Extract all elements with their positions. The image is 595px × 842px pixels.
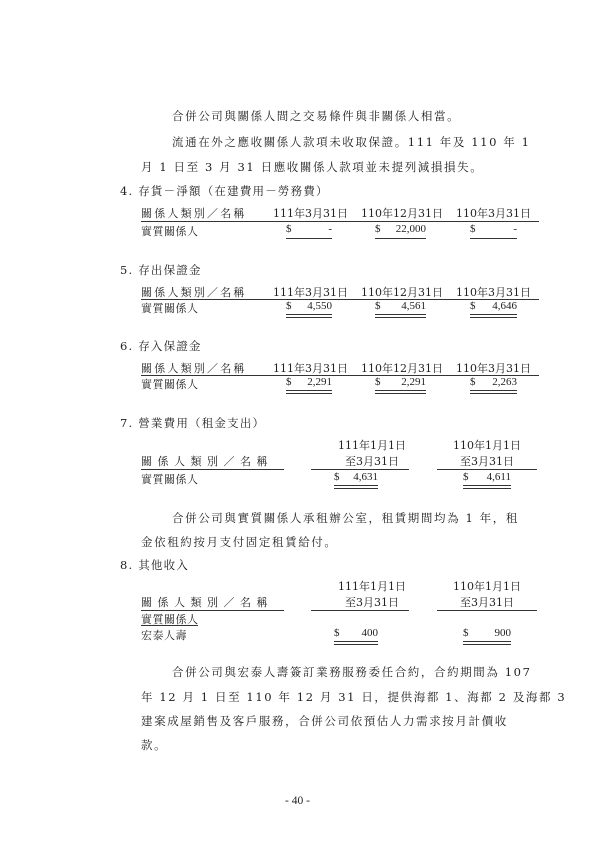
- opex-period-1-rule: [311, 469, 409, 470]
- inventory-value-2: [375, 223, 426, 237]
- deposits-out-value-3: [470, 300, 517, 314]
- deposits-out-date-2: 110年12月31日: [361, 286, 443, 299]
- deposits-in-date-1: 111年3月31日: [273, 362, 348, 375]
- other-income-amount: 900: [494, 627, 511, 639]
- other-income-period-2-end: 至3月31日: [460, 596, 514, 609]
- inventory-row-label: 實質關係人: [141, 225, 199, 238]
- inventory-amount: -: [328, 223, 332, 235]
- currency-sign: $: [334, 471, 340, 483]
- opex-heading: 7. 營業費用（租金支出）: [120, 416, 266, 430]
- deposits-out-value-3-rule: [470, 314, 517, 318]
- opex-period-2-rule: [437, 469, 537, 470]
- opex-amount: 4,611: [486, 471, 511, 483]
- currency-sign: $: [286, 223, 292, 235]
- other-income-period-1-rule: [311, 610, 409, 611]
- other-income-note-line-4: 款。: [141, 738, 168, 752]
- other-income-note-line-2: 年 12 月 1 日至 110 年 12 月 31 日，提供海都 1、海都 2 及海都 3: [141, 690, 567, 704]
- other-income-period-2-rule: [437, 610, 537, 611]
- currency-sign: $: [334, 627, 340, 639]
- opex-period-1-end: 至3月31日: [345, 455, 399, 468]
- inventory-heading: 4. 存貨－淨額（在建費用－勞務費）: [120, 184, 329, 198]
- inventory-header-rule: [141, 221, 539, 222]
- currency-sign: $: [470, 300, 476, 312]
- deposits-out-col-label: 關係人類別／名稱: [141, 286, 247, 299]
- deposits-in-date-2: 110年12月31日: [361, 362, 443, 375]
- currency-sign: $: [470, 376, 476, 388]
- deposits-in-value-3-rule: [470, 390, 517, 394]
- opex-value-2-rule: [463, 485, 511, 489]
- inventory-date-3: 110年3月31日: [456, 207, 531, 220]
- deposits-in-date-3: 110年3月31日: [456, 362, 531, 375]
- other-income-group-underline: [141, 625, 198, 626]
- opex-col-label: 關係人類別／名稱: [141, 455, 273, 468]
- other-income-col-label: 關係人類別／名稱: [141, 596, 273, 609]
- deposits-out-value-1: [286, 300, 332, 314]
- inventory-date-2: 110年12月31日: [361, 207, 443, 220]
- currency-sign: $: [463, 471, 469, 483]
- intro-line-2: 流通在外之應收關係人款項未收取保證。111 年及 110 年 1: [172, 135, 531, 149]
- currency-sign: $: [375, 300, 381, 312]
- deposits-in-col-label: 關係人類別／名稱: [141, 362, 247, 375]
- opex-value-1: [334, 471, 378, 485]
- opex-period-2-start: 110年1月1日: [453, 439, 521, 452]
- deposits-out-value-1-rule: [286, 314, 332, 318]
- currency-sign: $: [470, 223, 476, 235]
- inventory-value-1-rule: [286, 238, 332, 239]
- deposits-in-value-3: [470, 376, 517, 390]
- deposits-in-amount: 2,291: [307, 376, 332, 388]
- deposits-in-value-1: [286, 376, 332, 390]
- page-number: - 40 -: [285, 795, 310, 807]
- currency-sign: $: [286, 300, 292, 312]
- opex-amount: 4,631: [353, 471, 378, 483]
- deposits-out-amount: 4,646: [492, 300, 517, 312]
- deposits-in-row-label: 實質關係人: [141, 378, 199, 391]
- inventory-value-3: [470, 223, 517, 237]
- other-income-value-1-rule: [334, 641, 378, 645]
- deposits-in-value-2-rule: [375, 390, 426, 394]
- other-income-period-1-end: 至3月31日: [345, 596, 399, 609]
- currency-sign: $: [286, 376, 292, 388]
- deposits-out-value-2-rule: [375, 314, 426, 318]
- opex-period-2-end: 至3月31日: [460, 455, 514, 468]
- deposits-out-row-label: 實質關係人: [141, 302, 199, 315]
- opex-row-label: 實質關係人: [141, 473, 199, 486]
- deposits-in-value-1-rule: [286, 390, 332, 394]
- other-income-row-label: 宏泰人壽: [141, 629, 187, 642]
- opex-period-1-start: 111年1月1日: [338, 439, 406, 452]
- deposits-out-amount: 4,550: [307, 300, 332, 312]
- other-income-value-1: [334, 627, 378, 641]
- currency-sign: $: [463, 627, 469, 639]
- other-income-group-label: 實質關係人: [141, 613, 199, 626]
- deposits-in-amount: 2,263: [492, 376, 517, 388]
- other-income-value-2: [463, 627, 511, 641]
- deposits-in-value-2: [375, 376, 426, 390]
- opex-label-rule: [141, 469, 284, 470]
- deposits-out-date-1: 111年3月31日: [273, 286, 348, 299]
- inventory-amount: -: [513, 223, 517, 235]
- deposits-out-amount: 4,561: [401, 300, 426, 312]
- opex-value-2: [463, 471, 511, 485]
- deposits-out-value-2: [375, 300, 426, 314]
- inventory-value-1: [286, 223, 332, 237]
- currency-sign: $: [375, 376, 381, 388]
- intro-line-1: 合併公司與關係人間之交易條件與非關係人相當。: [172, 109, 461, 123]
- other-income-amount: 400: [361, 627, 378, 639]
- other-income-heading: 8. 其他收入: [120, 558, 190, 572]
- currency-sign: $: [375, 223, 381, 235]
- intro-line-3: 月 1 日至 3 月 31 日應收關係人款項並未提列減損損失。: [141, 160, 484, 174]
- other-income-value-2-rule: [463, 641, 511, 645]
- inventory-value-2-rule: [375, 238, 426, 239]
- opex-value-1-rule: [334, 485, 378, 489]
- deposits-out-heading: 5. 存出保證金: [120, 263, 202, 277]
- inventory-date-1: 111年3月31日: [273, 207, 348, 220]
- deposits-out-date-3: 110年3月31日: [456, 286, 531, 299]
- opex-note-line-2: 金依租約按月支付固定租賃給付。: [141, 535, 338, 549]
- inventory-value-3-rule: [470, 238, 517, 239]
- deposits-in-amount: 2,291: [401, 376, 426, 388]
- other-income-period-2-start: 110年1月1日: [453, 580, 521, 593]
- other-income-period-1-start: 111年1月1日: [338, 580, 406, 593]
- other-income-note-line-1: 合併公司與宏泰人壽簽訂業務服務委任合約，合約期間為 107: [172, 665, 532, 679]
- other-income-note-line-3: 建案成屋銷售及客戶服務，合併公司依預估人力需求按月計價收: [141, 714, 508, 728]
- deposits-in-heading: 6. 存入保證金: [120, 339, 202, 353]
- inventory-amount: 22,000: [395, 223, 426, 235]
- inventory-col-label: 關係人類別／名稱: [141, 207, 247, 220]
- opex-note-line-1: 合併公司與實質關係人承租辦公室，租賃期間均為 1 年，租: [172, 511, 519, 525]
